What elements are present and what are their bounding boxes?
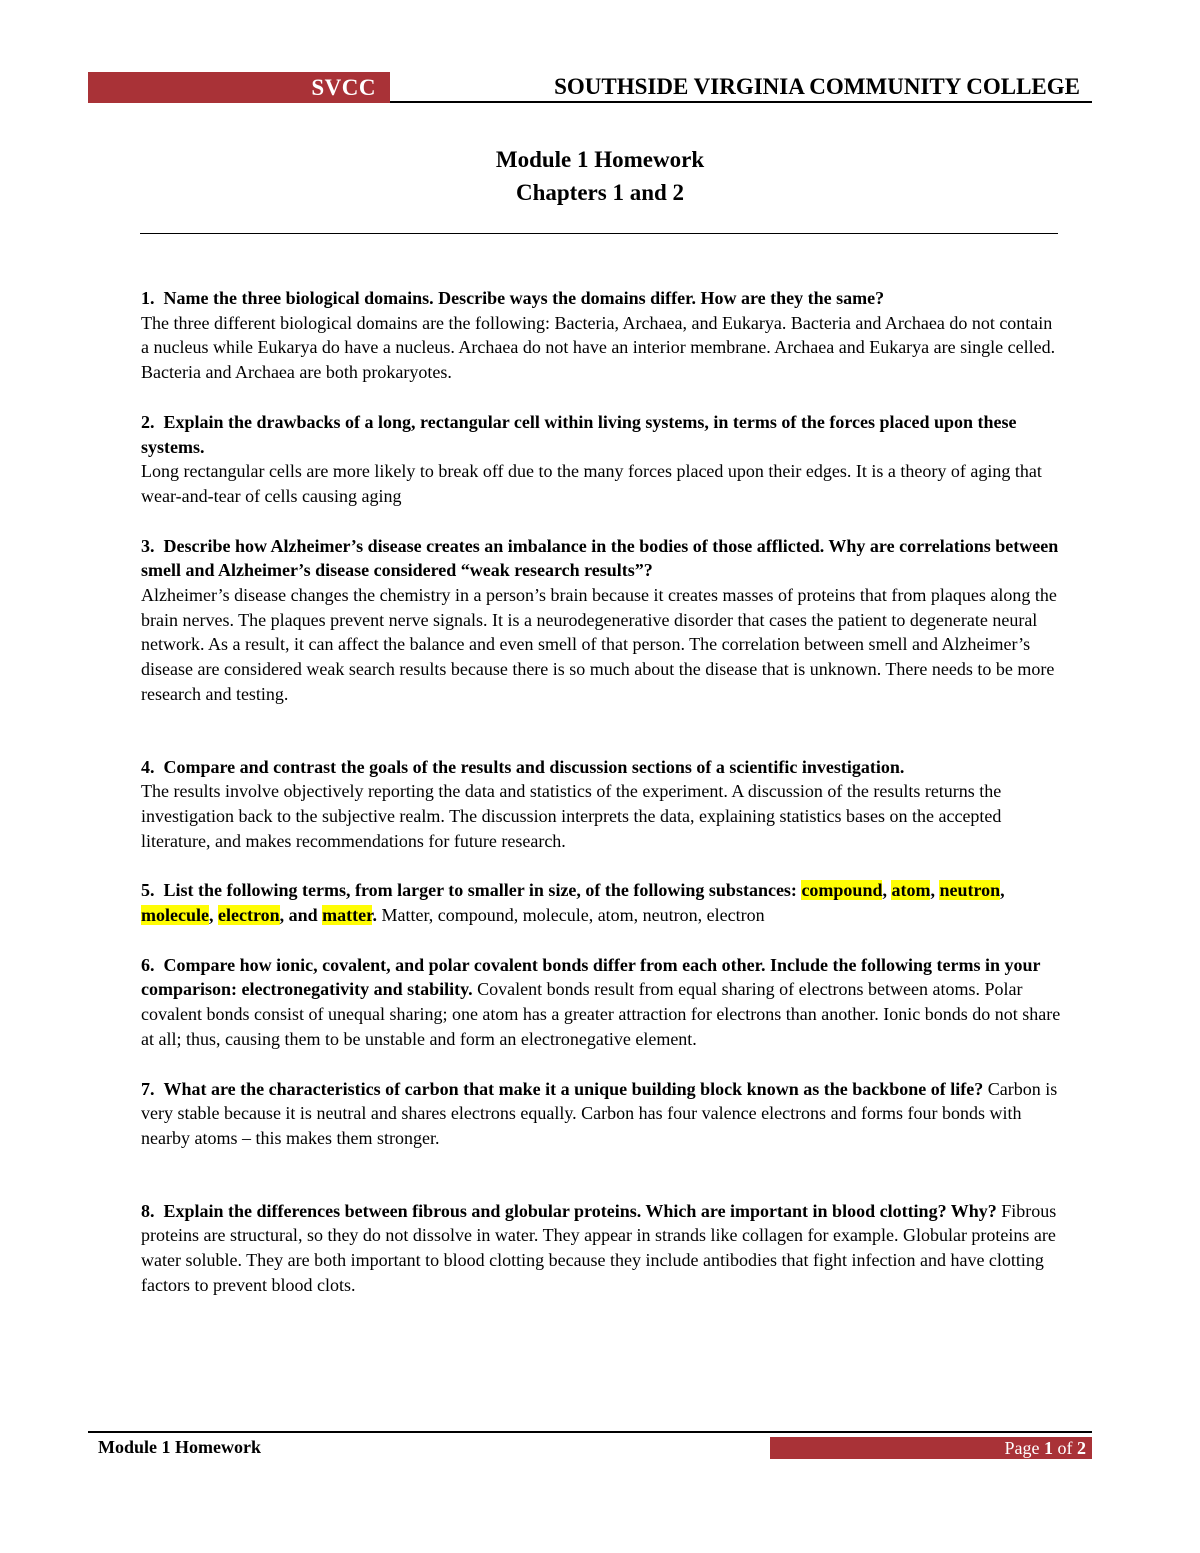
question-number: 6. (141, 954, 155, 975)
question-number: 7. (141, 1078, 155, 1099)
title-line-2: Chapters 1 and 2 (515, 180, 685, 205)
answer-text: Long rectangular cells are more likely to break off due to the many forces placed upon their edges. It is a theory of aging that wear-and-tear of cells causing aging (141, 461, 1042, 506)
answer-text: Alzheimer’s disease changes the chemistry in a person’s brain because it creates masses of proteins that from plaques along the brain nerves. The plaques prevent nerve signals. It is a neurodegenerative disorder that cases the patient to degenerate neural network. As a result, it can affect the balance and even smell of that person. The correlation between smell and Alzheimer’s disease are considered weak search results because there is so much about the disease that is unknown. There needs to be more research and testing. (141, 585, 1057, 704)
homework-content (141, 286, 1061, 1298)
question-8 (141, 1199, 1061, 1298)
college-name: SOUTHSIDE VIRGINIA COMMUNITY COLLEGE (390, 72, 1092, 103)
page-footer (88, 1431, 1092, 1461)
question-number: 1. (141, 288, 155, 308)
of-word: of (1057, 1438, 1073, 1458)
question-number: 8. (141, 1200, 155, 1221)
question-text: Explain the differences between fibrous and globular proteins. Which are important in blood clotting? Why? (163, 1200, 997, 1221)
question-2 (141, 410, 1061, 509)
question-number: 5. (141, 880, 155, 901)
answer-text: Fibrous proteins are structural, so they do not dissolve in water. They appear in strands like collagen for example. Globular proteins are water soluble. They are both important to blood clotting because they include antibodies that fight infection and have clotting factors to prevent blood clots. (141, 1200, 1057, 1295)
question-number: 3. (141, 535, 155, 556)
answer-text: Matter, compound, molecule, atom, neutron, electron (381, 905, 765, 926)
header-badge (88, 72, 390, 103)
question-text: Describe how Alzheimer’s disease creates an imbalance in the bodies of those afflicted. Why are correlations between smell and Alzheimer’s disease considered “weak research results”? (141, 535, 1059, 581)
question-1 (141, 286, 1061, 385)
page-word: Page (1004, 1438, 1040, 1458)
page-header (88, 72, 1092, 104)
answer-text: Carbon is very stable because it is neutral and shares electrons equally. Carbon has four valence electrons and forms four bonds with nearby atoms – this makes them stronger. (141, 1078, 1058, 1148)
title-line-1: Module 1 Homework (495, 147, 705, 172)
page-number: 1 (1044, 1438, 1053, 1458)
highlighted-term: molecule (141, 905, 209, 926)
title-divider (140, 233, 1058, 234)
highlighted-term: matter (322, 905, 373, 926)
college-abbreviation: SVCC (311, 74, 376, 100)
question-number: 2. (141, 411, 155, 432)
footer-title: Module 1 Homework (98, 1437, 261, 1457)
page-indicator (770, 1437, 1092, 1459)
question-3 (141, 534, 1061, 707)
highlighted-term: atom (891, 880, 931, 901)
question-text: List the following terms, from larger to smaller in size, of the following substances: (163, 880, 797, 901)
question-text: What are the characteristics of carbon that make it a unique building block known as the backbone of life? (163, 1078, 984, 1099)
answer-text: The results involve objectively reporting the data and statistics of the experiment. A discussion of the results returns the investigation back to the subjective realm. The discussion interprets the data, explaining statistics bases on the accepted literature, and makes recommendations for future research. (141, 781, 1002, 851)
highlighted-term: compound (801, 880, 883, 901)
question-text: Compare and contrast the goals of the results and discussion sections of a scientific investigation. (163, 756, 905, 777)
question-7 (141, 1077, 1061, 1151)
question-6 (141, 953, 1061, 1052)
question-text: Compare how ionic, covalent, and polar covalent bonds differ from each other. Include the following terms in your comparison: electronegativity and stability. (141, 954, 1041, 1000)
highlighted-term: electron (217, 905, 280, 926)
highlighted-term: neutron (939, 880, 1001, 901)
question-number: 4. (141, 756, 155, 777)
document-title (0, 143, 1200, 209)
question-text: Explain the drawbacks of a long, rectangular cell within living systems, in terms of the forces placed upon these systems. (141, 411, 1017, 457)
question-4 (141, 755, 1061, 854)
answer-text: The three different biological domains are the following: Bacteria, Archaea, and Eukarya. Bacteria and Archaea do not contain a nucleus while Eukarya do have a nucleus. Archaea do not have an interior membrane. Archaea and Eukarya are single celled. Bacteria and Archaea are both prokaryotes. (141, 312, 1056, 383)
question-text: Name the three biological domains. Describe ways the domains differ. How are they the same? (163, 288, 885, 308)
answer-text: Covalent bonds result from equal sharing of electrons between atoms. Polar covalent bonds consist of unequal sharing; one atom has a greater attraction for electrons than another. Ionic bonds do not share at all; thus, causing them to be unstable and form an electronegative element. (141, 979, 1061, 1049)
question-5: 5. List the following terms, from larger to smaller in size, of the following substances: compound, atom, neutron, molecule, electron, and matter. Matter, compound, molecule, atom, neutron, electron (141, 880, 1005, 926)
page-total: 2 (1077, 1438, 1086, 1458)
